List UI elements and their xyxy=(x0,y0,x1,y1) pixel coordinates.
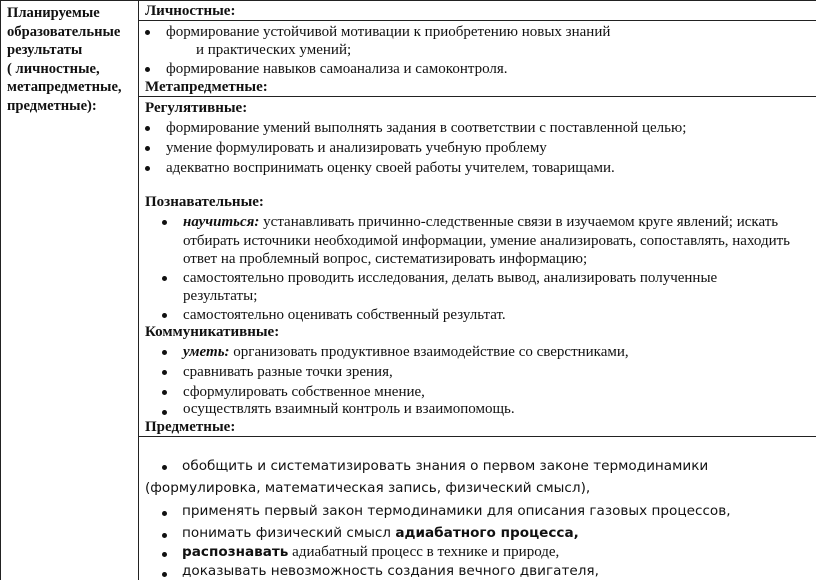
list-item-text: доказывать невозможность создания вечного двигателя, xyxy=(182,563,599,579)
divider-metapredmetnye xyxy=(139,96,816,97)
list-item-text: применять первый закон термодинамики для описания газовых процессов, xyxy=(182,503,731,519)
column-divider xyxy=(138,0,139,580)
bullet-icon xyxy=(162,511,167,516)
bullet-icon xyxy=(162,410,167,415)
list-item-text: сравнивать разные точки зрения, xyxy=(183,364,393,380)
left-header-cell xyxy=(7,4,135,116)
list-item-text xyxy=(182,543,559,561)
heading-regulyativnye: Регулятивные: xyxy=(145,100,248,116)
list-item-text: организовать продуктивное взаимодействие со сверстниками, xyxy=(229,344,629,360)
list-item-text xyxy=(183,343,629,361)
list-item-text: результаты; xyxy=(183,288,258,304)
bullet-icon xyxy=(145,166,150,171)
bullet-icon xyxy=(162,370,167,375)
list-item-text: адекватно воспринимать оценку своей работы учителем, товарищами. xyxy=(166,160,615,176)
bullet-icon xyxy=(162,533,167,538)
emphasis-text: уметь: xyxy=(183,344,230,360)
list-item-text: самостоятельно оценивать собственный результат. xyxy=(183,307,506,323)
bullet-icon xyxy=(162,276,167,281)
heading-predmetnye: Предметные: xyxy=(145,419,236,435)
list-item-text: формирование устойчивой мотивации к приобретению новых знаний xyxy=(166,24,611,40)
list-item-text: отбирать источники необходимой информации, умение анализировать, сопоставлять, находить xyxy=(183,233,791,249)
bullet-icon xyxy=(162,465,167,470)
bullet-icon xyxy=(145,126,150,131)
bullet-icon xyxy=(162,390,167,395)
bullet-icon xyxy=(162,350,167,355)
bullet-icon xyxy=(145,67,150,72)
list-item-text xyxy=(182,524,579,542)
left-header-line: метапредметные, xyxy=(7,79,122,96)
bullet-icon xyxy=(162,552,167,557)
list-item-text: обобщить и систематизировать знания о первом законе термодинамики xyxy=(182,458,709,474)
bullet-icon xyxy=(162,313,167,318)
list-item-text: сформулировать собственное мнение, xyxy=(183,384,425,400)
list-item-text xyxy=(183,213,778,231)
list-item-text: самостоятельно проводить исследования, делать вывод, анализировать полученные xyxy=(183,270,718,286)
heading-metapredmetnye: Метапредметные: xyxy=(145,79,268,95)
divider-predmetnye xyxy=(139,436,816,437)
heading-kommunikativnye: Коммуникативные: xyxy=(145,324,280,340)
heading-poznavatelnye: Познавательные: xyxy=(145,194,264,210)
left-header-line: предметные): xyxy=(7,97,97,114)
divider-lichnostnye xyxy=(139,20,816,21)
bullet-icon xyxy=(145,146,150,151)
bullet-icon xyxy=(162,220,167,225)
list-item-text: формирование умений выполнять задания в соответствии с поставленной целью; xyxy=(166,120,687,136)
list-item-text: понимать физический смысл xyxy=(182,525,396,541)
list-item-text: (формулировка, математическая запись, физический смысл), xyxy=(145,480,591,496)
left-header-line: результаты xyxy=(7,42,83,59)
list-item-text: умение формулировать и анализировать учебную проблему xyxy=(166,140,547,156)
table-left-border xyxy=(0,0,1,580)
emphasis-text: научиться: xyxy=(183,214,260,230)
bullet-icon xyxy=(162,572,167,577)
list-item-text: формирование навыков самоанализа и самоконтроля. xyxy=(166,61,508,77)
list-item-text: ответ на проблемный вопрос, систематизировать информацию; xyxy=(183,251,588,267)
bullet-icon xyxy=(145,30,150,35)
left-header-line: образовательные xyxy=(7,23,121,40)
list-item-text: устанавливать причинно-следственные связи в изучаемом круге явлений; искать xyxy=(259,214,779,230)
left-header-line: ( личностные, xyxy=(7,60,100,77)
left-header-line: Планируемые xyxy=(7,5,100,21)
emphasis-text: распознавать xyxy=(182,544,289,560)
emphasis-text: адиабатного процесса, xyxy=(395,525,579,541)
heading-lichnostnye: Личностные: xyxy=(145,3,236,19)
table-top-border xyxy=(0,0,816,1)
list-item-text: и практических умений; xyxy=(196,42,352,58)
list-item-text: адиабатный процесс в технике и природе, xyxy=(288,544,560,560)
list-item-text: осуществлять взаимный контроль и взаимопомощь. xyxy=(183,401,515,417)
